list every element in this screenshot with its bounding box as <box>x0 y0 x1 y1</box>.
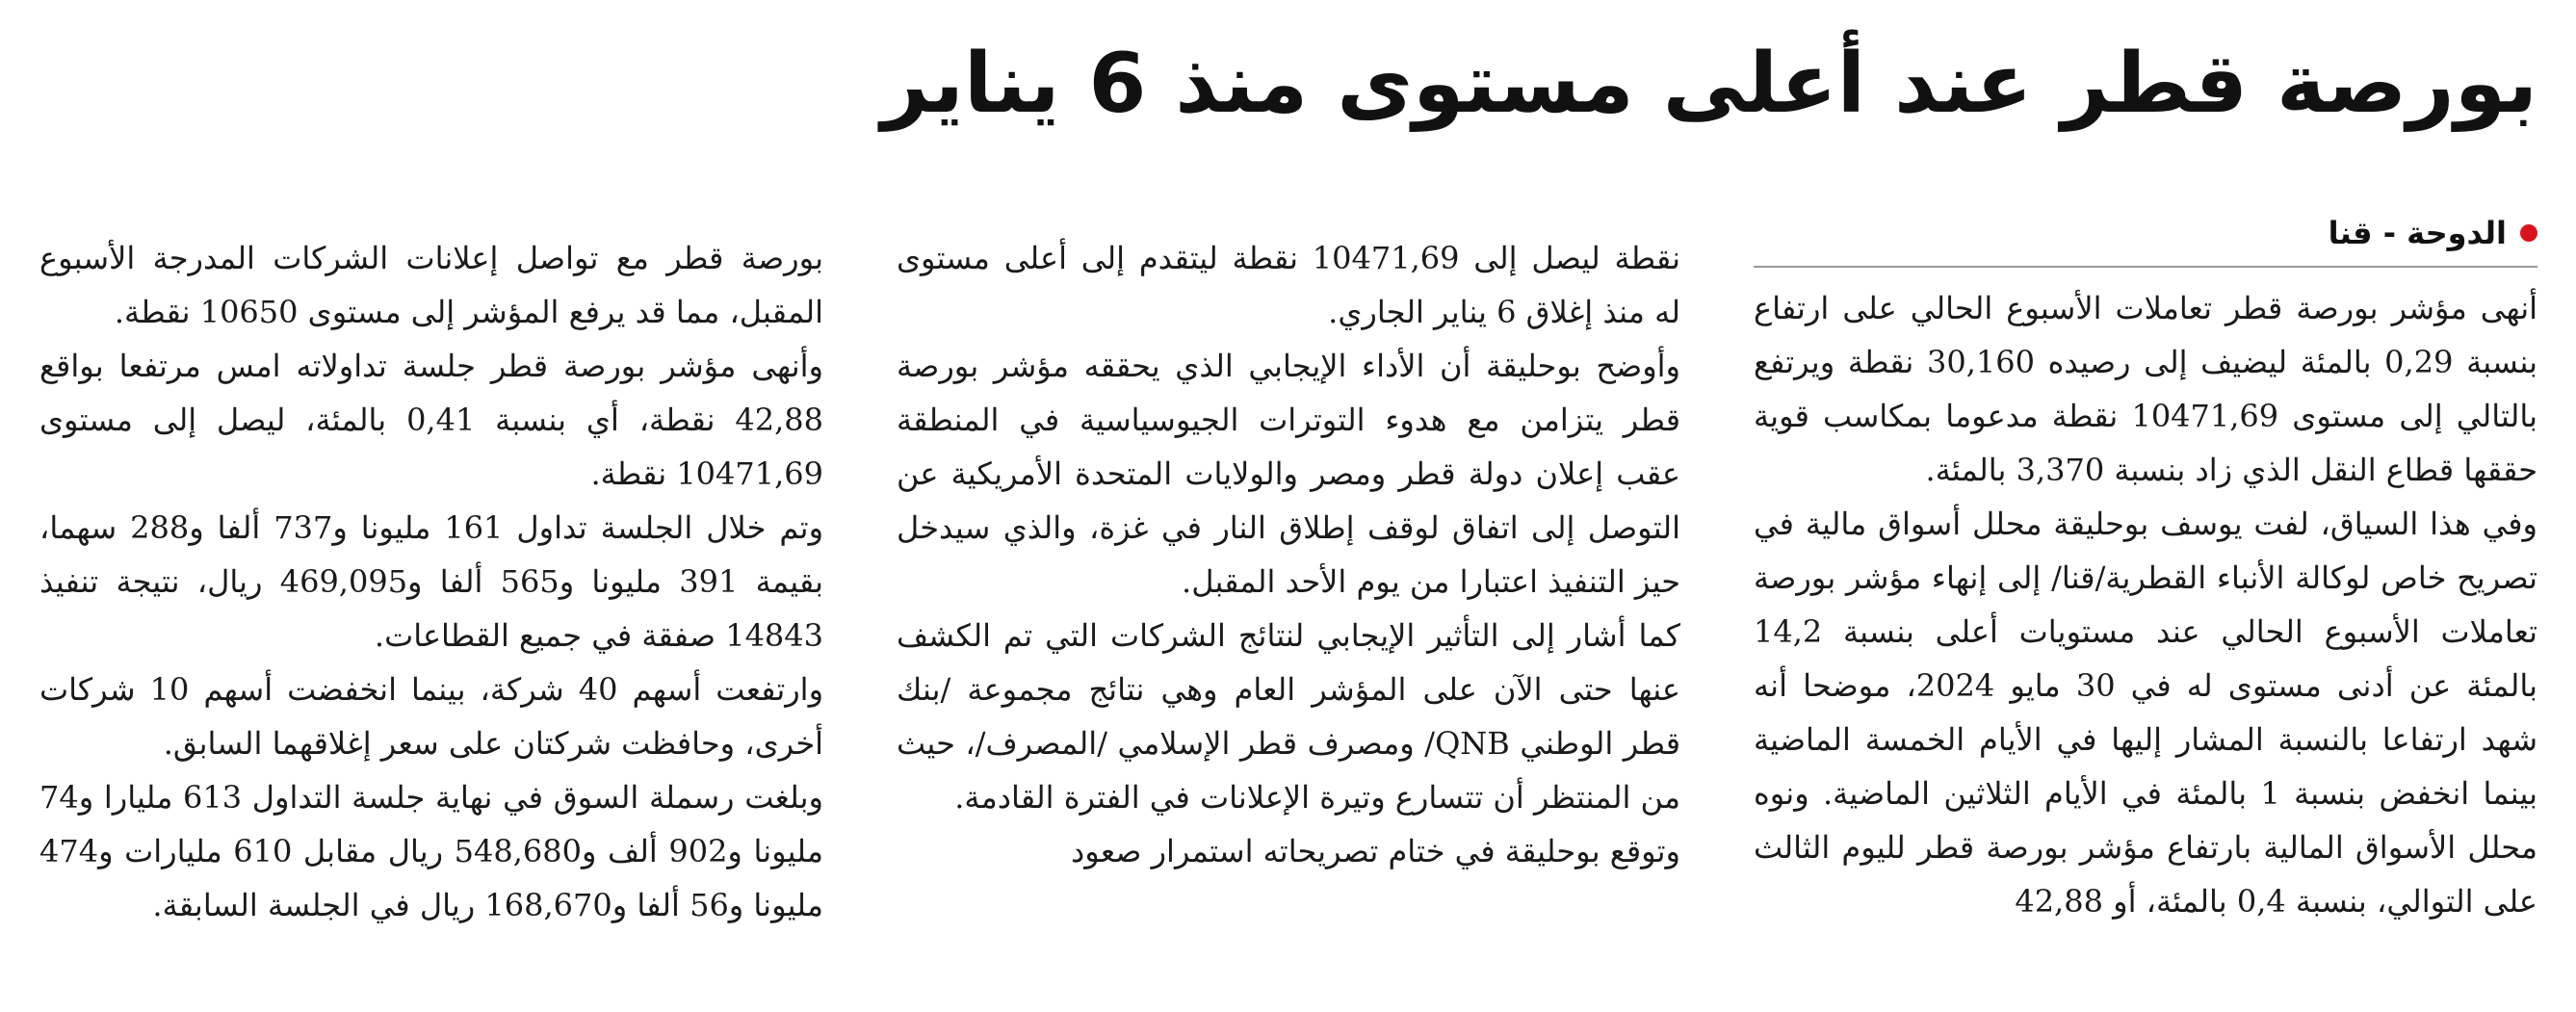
headline: بورصة قطر عند أعلى مستوى منذ 6 يناير <box>881 36 2537 132</box>
dateline-text: الدوحة - قنا <box>2328 215 2507 251</box>
paragraph: وبلغت رسملة السوق في نهاية جلسة التداول 613 مليارا و74 مليونا و902 ألف و548,680 ريال مقابل 610 مليارات و474 مليونا و56 ألفا و168,670 ريال في الجلسة السابقة. <box>39 779 824 923</box>
paragraph: وفي هذا السياق، لفت يوسف بوحليقة محلل أسواق مالية في تصريح خاص لوكالة الأنباء القطرية/قنا/ إلى إنهاء مؤشر بورصة تعاملات الأسبوع الحالي عند مستويات أعلى بنسبة 14,2 بالمئة عن أدنى مستوى له في 30 مايو 2024، موضحا أنه شهد ارتفاعا بالنسبة المشار إليها في الأيام الخمسة الماضية بينما انخفض بنسبة 1 بالمئة في الأيام الثلاثين الماضية. ونوه محلل الأسواق المالية بارتفاع مؤشر بورصة قطر لليوم الثالث على التوالي، بنسبة 0,4 بالمئة، أو 42,88 <box>1754 506 2538 920</box>
red-dot-icon <box>2520 224 2537 242</box>
paragraph: بورصة قطر مع تواصل إعلانات الشركات المدرجة الأسبوع المقبل، مما قد يرفع المؤشر إلى مستوى 10650 نقطة. <box>39 240 823 330</box>
paragraph: نقطة ليصل إلى 10471,69 نقطة ليتقدم إلى أعلى مستوى له منذ إغلاق 6 يناير الجاري. <box>897 240 1681 330</box>
paragraph: وارتفعت أسهم 40 شركة، بينما انخفضت أسهم 10 شركات أخرى، وحافظت شركتان على سعر إغلاقهما السابق. <box>39 671 824 762</box>
article-column-3 <box>39 231 823 932</box>
paragraph: وأوضح بوحليقة أن الأداء الإيجابي الذي يحققه مؤشر بورصة قطر يتزامن مع هدوء التوترات الجيوسياسية في المنطقة عقب إعلان دولة قطر ومصر والولايات المتحدة الأمريكية عن التوصل إلى اتفاق لوقف إطلاق النار في غزة، والذي سيدخل حيز التنفيذ اعتبارا من يوم الأحد المقبل. <box>897 348 1680 600</box>
paragraph: أنهى مؤشر بورصة قطر تعاملات الأسبوع الحالي على ارتفاع بنسبة 0,29 بالمئة ليضيف إلى رصيده 30,160 نقطة ويرتفع بالتالي إلى مستوى 10471,69 نقطة مدعوما بمكاسب قوية حققها قطاع النقل الذي زاد بنسبة 3,370 بالمئة. <box>1754 290 2538 488</box>
paragraph: وأنهى مؤشر بورصة قطر جلسة تداولاته امس مرتفعا بواقع 42,88 نقطة، أي بنسبة 0,41 بالمئة، ليصل إلى مستوى 10471,69 نقطة. <box>39 348 823 492</box>
article-column-1 <box>1754 210 2537 928</box>
paragraph: كما أشار إلى التأثير الإيجابي لنتائج الشركات التي تم الكشف عنها حتى الآن على المؤشر العام وهي نتائج مجموعة /بنك قطر الوطني QNB/ ومصرف قطر الإسلامي /المصرف/، حيث من المنتظر أن تتسارع وتيرة الإعلانات في الفترة القادمة. <box>897 617 1681 816</box>
paragraph: وتوقع بوحليقة في ختام تصريحاته استمرار صعود <box>1071 833 1680 869</box>
article-column-2 <box>897 231 1680 878</box>
paragraph: وتم خلال الجلسة تداول 161 مليونا و737 ألفا و288 سهما، بقيمة 391 مليونا و565 ألفا و469,095 ريال، نتيجة تنفيذ 14843 صفقة في جميع القطاعات. <box>39 509 824 654</box>
dateline <box>1754 210 2537 268</box>
